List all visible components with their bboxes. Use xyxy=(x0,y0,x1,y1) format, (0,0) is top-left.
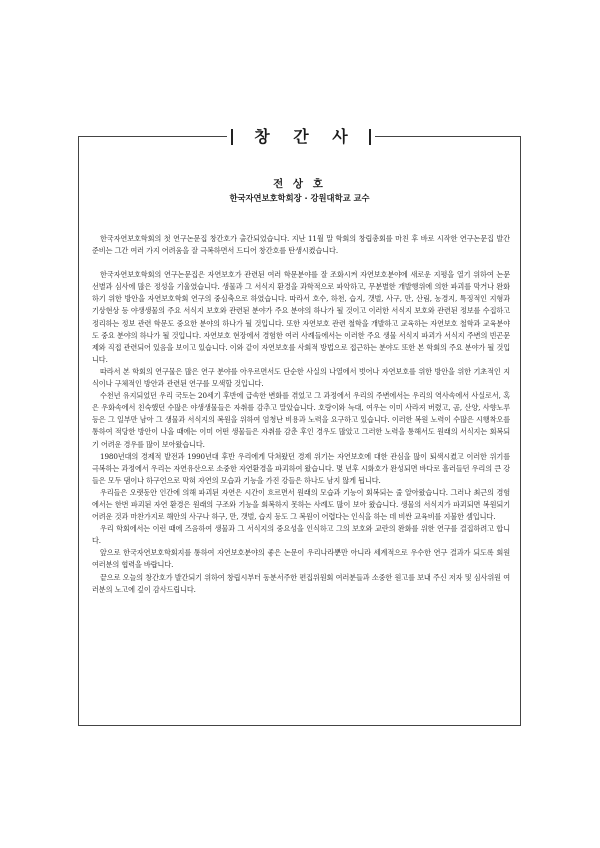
paragraph-4: 수천년 유지되었던 우리 국토는 20세기 후반에 급속한 변화를 겪었고 그 과정에서 우리의 주변에서는 우리의 역사속에서 사실로서, 혹은 우화속에서 친숙했던 수많은 야생생물들은 자취를 감추고 말았습니다. 호랑이와 늑대, 여우는 이미 사라져 버렸고, 곰, 산양, 사향노루 등은 그 일부만 남아 그 생물과 서식지의 복원을 위하여 엄청난 비용과 노력을 요구하고 있습니다. 이러한 복원 노력이 수많은 시행착오를 통하여 적당한 방안이 나올 때에는 이미 어떤 생물들은 자취를 감춘 후인 경우도 많았고 그러한 노력을 통해서도 원래의 서식지는 회복되기 어려운 경우를 많이 보아왔습니다. xyxy=(92,391,510,449)
paragraph-9: 끝으로 오늘의 창간호가 발간되기 위하여 창립시부터 동분서주한 편집위원회 여러분들과 소중한 원고를 보내 주신 저자 및 심사위원 여러분의 노고에 깊이 감사드립니다. xyxy=(92,572,510,594)
author-affiliation: 한국자연보호학회장 · 강원대학교 교수 xyxy=(229,193,370,203)
paragraph-6: 우리들은 오랫동안 인간에 의해 파괴된 자연은 시간이 흐르면서 원래의 모습과 기능이 회복되는 줄 알아왔습니다. 그러나 최근의 경험에서는 한번 파괴된 자연 환경은 원래의 구조와 기능을 회복하지 못하는 사례도 많이 보아 왔습니다. 생물의 서식지가 파괴되면 복원되기 어려운 것과 마찬가지로 해안의 사구나 하구, 만, 갯벌, 습지 등도 그 복원이 어렵다는 인식을 하는 데 비싼 교육비를 지불한 셈입니다. xyxy=(92,487,510,522)
title-box xyxy=(227,124,375,150)
page-title: 창 간 사 xyxy=(254,127,357,146)
paragraph-8: 앞으로 한국자연보호학회지를 통하여 자연보호분야의 좋은 논문이 우리나라뿐만 아니라 세계적으로 우수한 연구 결과가 되도록 회원 여러분의 협력을 바랍니다. xyxy=(92,548,510,570)
paragraph-7: 우리 학회에서는 이런 때에 즈음하여 생물과 그 서식지의 중요성을 인식하고 그의 보호와 교란의 완화를 위한 연구를 결집하려고 합니다. xyxy=(92,524,510,546)
paragraph-3: 따라서 본 학회의 연구물은 많은 연구 분야를 아우르면서도 단순한 사실의 나열에서 벗어나 자연보호를 위한 방안을 위한 기초적인 지식이나 구체적인 방안과 관련된 연구를 모색할 것입니다. xyxy=(92,366,510,389)
paragraph-2: 한국자연보호학회의 연구논문집은 자연보호가 관련된 여러 학문분야를 잘 조화시켜 자연보호분야에 새로운 지평을 열기 위하여 논문 선별과 심사에 많은 정성을 기울였습니다. 생물과 그 서식지 환경을 과학적으로 파악하고, 무분별한 개발행위에 의한 파괴를 막거나 완화하기 위한 방안을 자연보호학회 연구의 중심축으로 하였습니다. 따라서 호수, 하천, 습지, 갯벌, 사구, 만, 산림, 농경지, 특징적인 지형과 기상현상 등 야생생물의 주요 서식지 보호와 관련된 분야가 주요 분야의 하나가 될 것이고 이러한 서식지 보호와 관련된 정보를 수집하고 정리하는 정보 관련 학문도 중요한 분야의 하나가 될 것입니다. 또한 자연보호 관련 철학을 개발하고 교육하는 자연보호 철학과 교육분야도 중요 분야의 하나가 될 것입니다. 자연보호 현장에서 경험한 여러 사례들에서는 이러한 주요 생물 서식지 파괴가 서식지 주변의 빈곤문제와 직접 관련되어 있음을 보이고 있습니다. 이와 같이 자연보호를 사회적 방법으로 접근하는 분야도 또한 본 학회의 주요 분야가 될 것입니다. xyxy=(92,270,510,364)
paragraph-1: 한국자연보호학회의 첫 연구논문집 창간호가 출간되었습니다. 지난 11월 말 학회의 창립총회를 마친 후 바로 시작한 연구논문집 발간 준비는 그간 여러 가지 어려움을 잘 극복하면서 드디어 창간호를 탄생시켰습니다. xyxy=(92,234,510,256)
paragraph-5: 1980년대의 경제적 발전과 1990년대 후반 우리에게 닥쳐왔던 경제 위기는 자연보호에 대한 관심을 많이 퇴색시켰고 이러한 위기를 극복하는 과정에서 우리는 자연유산으로 소중한 자연환경을 파괴하여 왔습니다. 몇 년후 시화호가 완성되면 바다로 흘러들던 우리의 큰 강들은 모두 댐이나 하구언으로 막혀 자연의 모습과 기능을 가진 강들은 하나도 남지 않게 됩니다. xyxy=(92,451,510,485)
author-name: 전 상 호 xyxy=(273,178,326,190)
body-text xyxy=(92,233,510,718)
